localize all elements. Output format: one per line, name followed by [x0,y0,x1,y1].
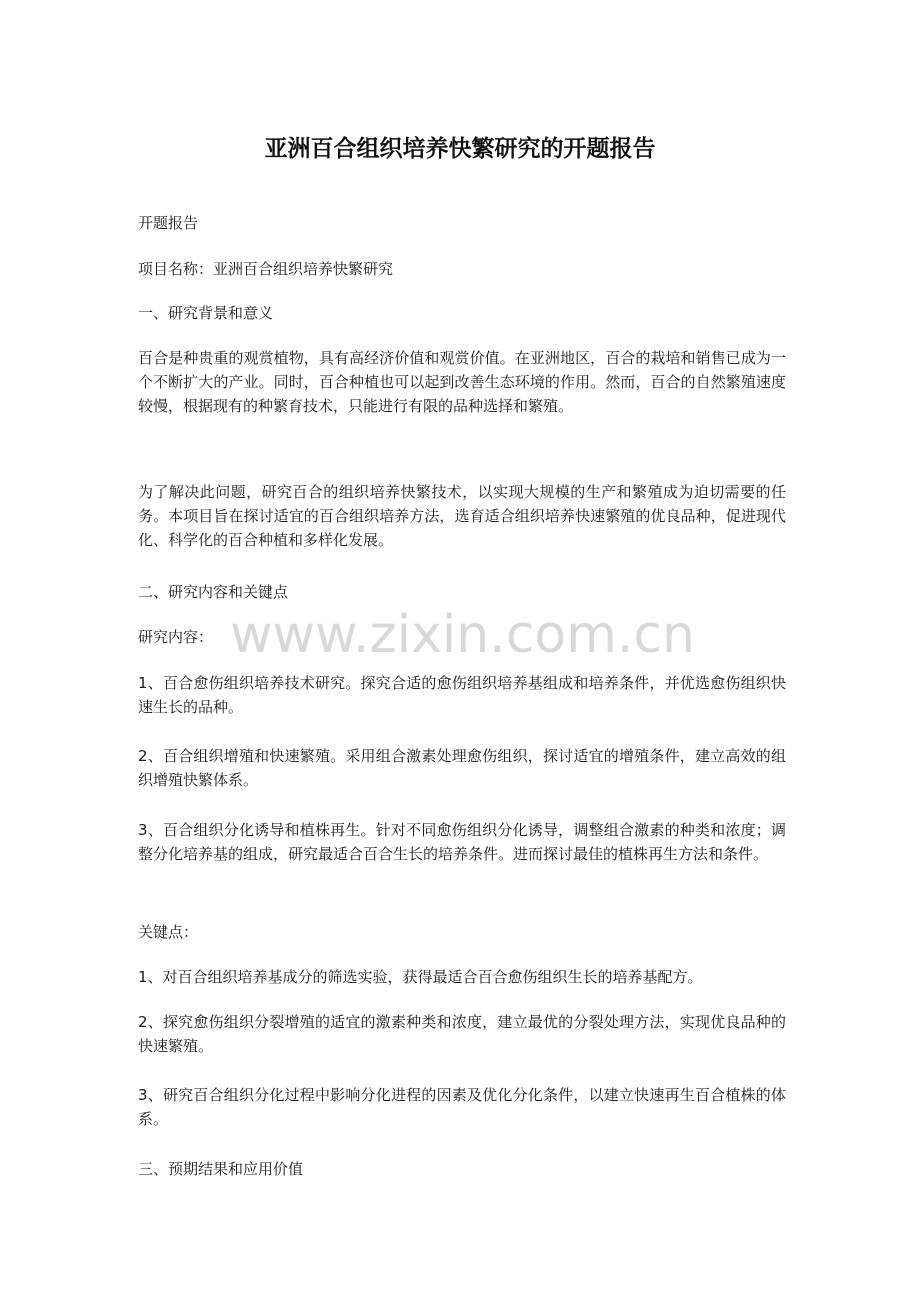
heading-content: 二、研究内容和关键点 [138,583,289,601]
content-item-3: 3、百合组织分化诱导和植株再生。针对不同愈伤组织分化诱导，调整组合激素的种类和浓度；调整分化培养基的组成，研究最适合百合生长的培养条件。进而探讨最佳的植株再生方法和条件。 [138,821,786,863]
content-item-2: 2、百合组织增殖和快速繁殖。采用组合激素处理愈伤组织，探讨适宜的增殖条件，建立高效的组织增殖快繁体系。 [138,747,786,789]
paragraph-background-1: 百合是种贵重的观赏植物，具有高经济价值和观赏价值。在亚洲地区，百合的栽培和销售已成为一个不断扩大的产业。同时，百合种植也可以起到改善生态环境的作用。然而，百合的自然繁殖速度较慢，根据现有的种繁育技术，只能进行有限的品种选择和繁殖。 [138,349,786,415]
label-research-content: 研究内容： [138,628,214,646]
section-label: 开题报告 [138,214,199,232]
project-name: 项目名称：亚洲百合组织培养快繁研究 [138,260,394,278]
heading-background: 一、研究背景和意义 [138,304,274,322]
paragraph-background-2: 为了解决此问题，研究百合的组织培养快繁技术，以实现大规模的生产和繁殖成为迫切需要的任务。本项目旨在探讨适宜的百合组织培养方法，选育适合组织培养快速繁殖的优良品种，促进现代化、科学化的百合种植和多样化发展。 [138,483,786,549]
heading-expected-results: 三、预期结果和应用价值 [138,1160,304,1178]
watermark-text: www.zixin.com.cn [230,605,695,665]
content-item-1: 1、百合愈伤组织培养技术研究。探究合适的愈伤组织培养基组成和培养条件，并优选愈伤组织快速生长的品种。 [138,674,786,716]
document-title: 亚洲百合组织培养快繁研究的开题报告 [264,136,656,162]
key-point-2: 2、探究愈伤组织分裂增殖的适宜的激素种类和浓度，建立最优的分裂处理方法，实现优良品种的快速繁殖。 [138,1013,786,1055]
key-point-3: 3、研究百合组织分化过程中影响分化进程的因素及优化分化条件，以建立快速再生百合植株的体系。 [138,1086,786,1128]
label-key-points: 关键点： [138,923,199,941]
key-point-1: 1、对百合组织培养基成分的筛选实验，获得最适合百合愈伤组织生长的培养基配方。 [138,968,703,986]
